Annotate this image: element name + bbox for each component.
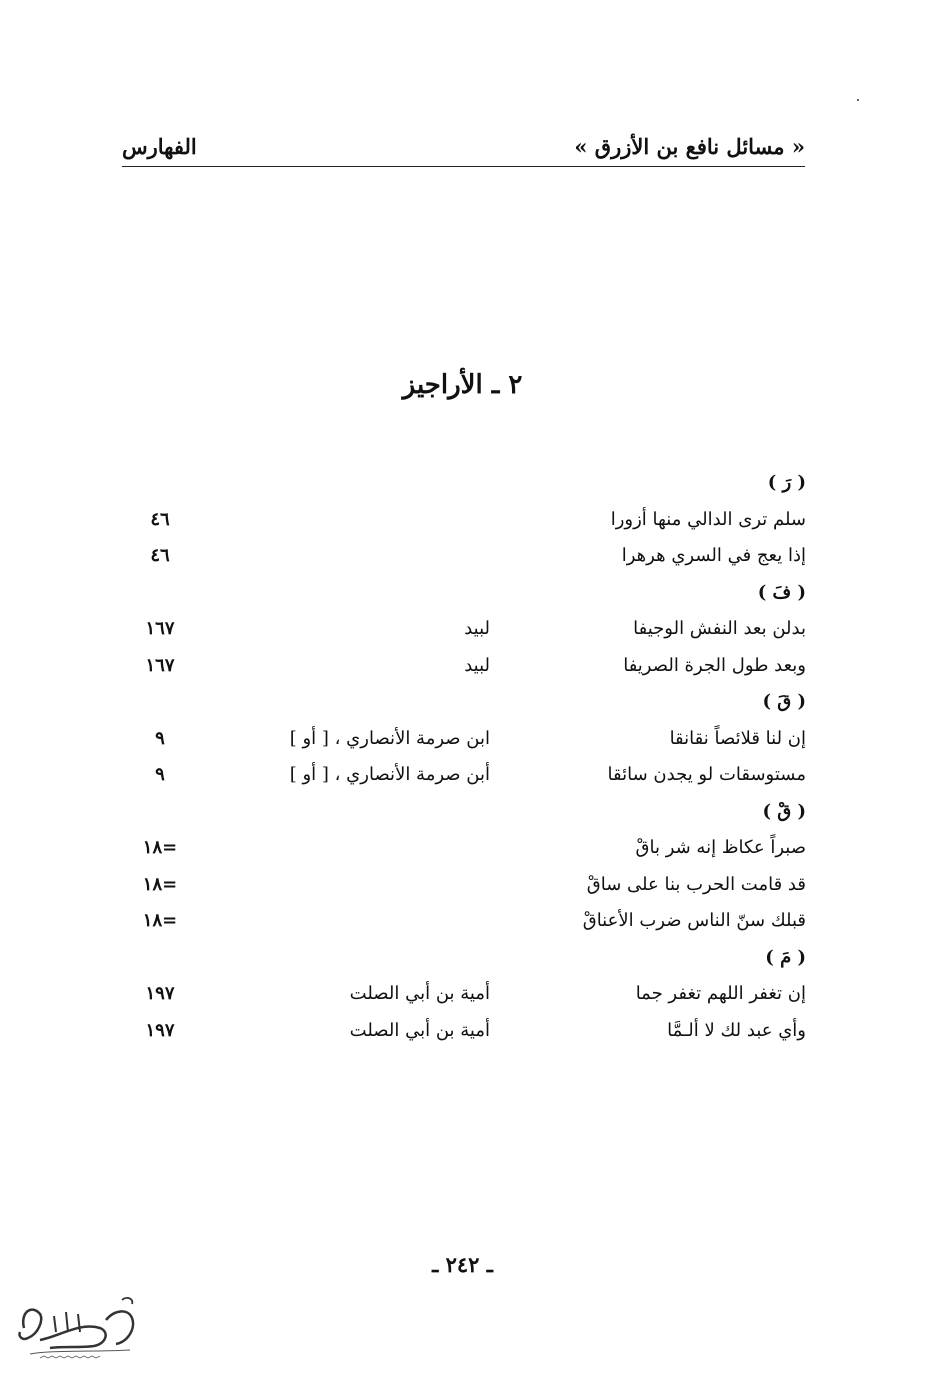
verse-index bbox=[130, 466, 806, 1050]
verse-entry bbox=[130, 1014, 806, 1051]
page-reference: ٩ bbox=[155, 764, 165, 785]
rhyme-letter-heading bbox=[130, 576, 806, 613]
page-reference: ٩ bbox=[155, 727, 165, 749]
page-reference: ١٨= bbox=[142, 873, 178, 895]
verse-text: مستوسقات لو يجدن سائقا bbox=[607, 764, 806, 785]
rhyme-letter-heading bbox=[130, 466, 806, 503]
rhyme-letter-heading bbox=[130, 795, 806, 832]
section-title: الفهارس bbox=[122, 134, 197, 159]
poet-name: أمية بن أبي الصلت bbox=[349, 1019, 490, 1041]
poet-name: أمية بن أبي الصلت bbox=[349, 983, 490, 1004]
verse-text: وأي عبد لك لا ألـمَّا bbox=[667, 1019, 806, 1041]
verse-text: قد قامت الحرب بنا على ساقْ bbox=[586, 873, 806, 895]
rhyme-letter: ( فَ ) bbox=[757, 581, 806, 603]
page-reference: ١٩٧ bbox=[145, 983, 175, 1004]
verse-text: إن تغفر اللهم تغفر جما bbox=[635, 983, 806, 1004]
poet-name: ابن صرمة الأنصاري ، [ أو ] bbox=[289, 727, 490, 749]
chapter-title: ٢ ـ الأراجيز bbox=[402, 370, 523, 400]
page-reference: ٤٦ bbox=[150, 508, 170, 530]
verse-text: سلم ترى الدالي منها أزورا bbox=[610, 508, 806, 530]
running-header bbox=[122, 132, 805, 167]
verse-text: إذا يعج في السري هرهرا bbox=[621, 545, 806, 566]
rhyme-letter: ( قَ ) bbox=[762, 691, 806, 712]
rhyme-letter: ( مَ ) bbox=[765, 946, 806, 968]
verse-entry bbox=[130, 758, 806, 795]
verse-entry bbox=[130, 831, 806, 868]
verse-entry bbox=[130, 868, 806, 905]
library-watermark-logo bbox=[10, 1292, 145, 1364]
verse-entry bbox=[130, 539, 806, 576]
page-number: ـ ٢٤٢ ـ bbox=[432, 1252, 493, 1277]
page-reference: ١٦٧ bbox=[145, 654, 175, 676]
page-reference: ١٦٧ bbox=[145, 618, 175, 639]
verse-text: إن لنا قلائصاً نقانقا bbox=[669, 727, 806, 749]
verse-text: بدلن بعد النفش الوجيفا bbox=[633, 618, 806, 639]
page-reference: ١٨= bbox=[142, 837, 178, 858]
rhyme-letter-heading bbox=[130, 685, 806, 722]
verse-entry bbox=[130, 977, 806, 1014]
page-reference: ١٨= bbox=[142, 910, 178, 931]
poet-name: أبن صرمة الأنصاري ، [ أو ] bbox=[289, 764, 490, 785]
verse-entry bbox=[130, 503, 806, 540]
poet-name: لبيد bbox=[464, 654, 490, 676]
rhyme-letter-heading bbox=[130, 941, 806, 978]
verse-text: وبعد طول الجرة الصريفا bbox=[623, 654, 806, 676]
rhyme-letter: ( رَ ) bbox=[767, 472, 806, 493]
verse-text: قبلك سنّ الناس ضرب الأعناقْ bbox=[582, 910, 806, 931]
stray-dot bbox=[857, 99, 859, 101]
rhyme-letter: ( قْ ) bbox=[762, 800, 806, 822]
page-reference: ٤٦ bbox=[150, 545, 170, 566]
book-title: « مسائل نافع بن الأزرق » bbox=[574, 134, 805, 159]
page-reference: ١٩٧ bbox=[145, 1019, 175, 1041]
verse-entry bbox=[130, 904, 806, 941]
verse-entry bbox=[130, 649, 806, 686]
verse-entry bbox=[130, 722, 806, 759]
verse-entry bbox=[130, 612, 806, 649]
poet-name: لبيد bbox=[464, 618, 490, 639]
verse-text: صبراً عكاظ إنه شر باقْ bbox=[635, 837, 806, 858]
